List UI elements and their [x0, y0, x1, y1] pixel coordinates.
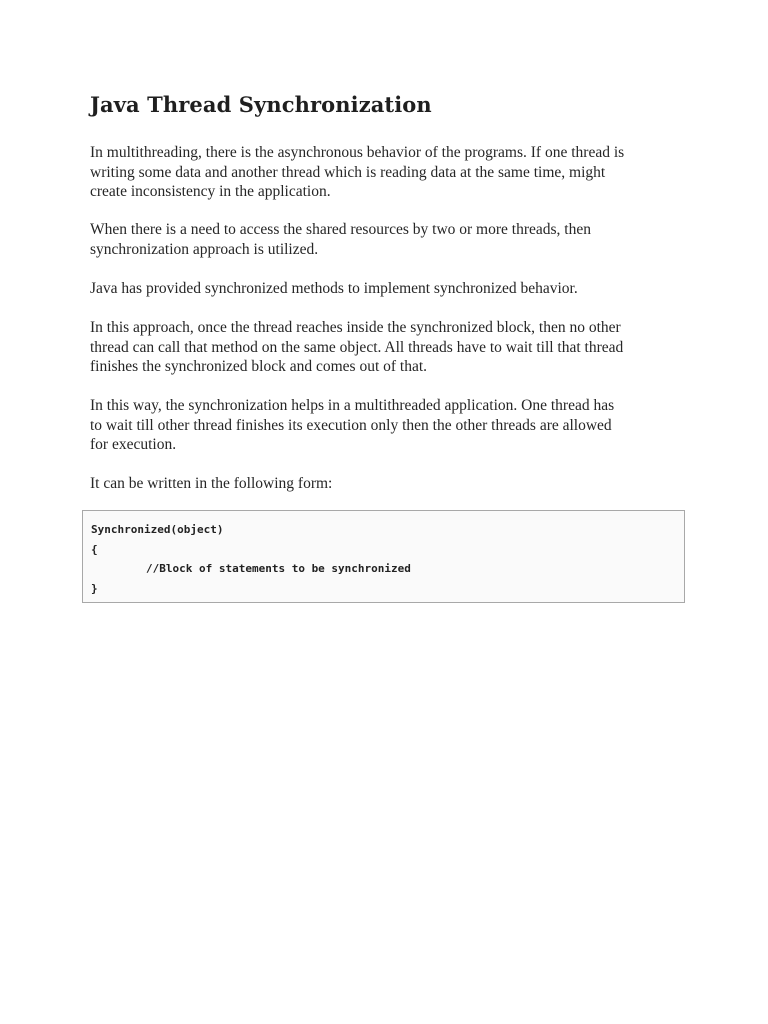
- paragraph-line: In multithreading, there is the asynchronous behavior of the programs. If one thread is: [90, 144, 625, 161]
- paragraph-line: create inconsistency in the application.: [90, 183, 331, 200]
- page-title: Java Thread Synchronization: [90, 92, 432, 117]
- paragraph-multithreaded-application: [90, 396, 690, 455]
- paragraph-line: It can be written in the following form:: [90, 475, 333, 492]
- paragraph-form-intro: [90, 474, 690, 494]
- paragraph-synchronized-methods: [90, 279, 690, 299]
- code-line: {: [91, 543, 98, 556]
- paragraph-line: In this way, the synchronization helps in a multithreaded application. One thread has: [90, 397, 615, 414]
- paragraph-line: finishes the synchronized block and comes out of that.: [90, 358, 428, 375]
- paragraph-shared-resources: [90, 220, 690, 259]
- paragraph-line: In this approach, once the thread reaches inside the synchronized block, then no other: [90, 319, 621, 336]
- paragraph-line: synchronization approach is utilized.: [90, 240, 319, 258]
- paragraph-line: to wait till other thread finishes its execution only then the other threads are allowed: [90, 416, 612, 434]
- code-line: Synchronized(object): [91, 523, 224, 536]
- paragraph-line: for execution.: [90, 436, 177, 453]
- paragraph-line: When there is a need to access the shared resources by two or more threads, then: [90, 221, 591, 238]
- paragraph-multithreading: [90, 143, 690, 202]
- paragraph-line: thread can call that method on the same object. All threads have to wait till that thread: [90, 338, 624, 356]
- code-line: }: [91, 582, 98, 595]
- code-block: [82, 510, 685, 603]
- code-comment-line: //Block of statements to be synchronized: [146, 562, 411, 575]
- paragraph-line: Java has provided synchronized methods to implement synchronized behavior.: [90, 280, 578, 297]
- paragraph-approach: [90, 318, 690, 377]
- paragraph-line: writing some data and another thread which is reading data at the same time, might: [90, 163, 606, 181]
